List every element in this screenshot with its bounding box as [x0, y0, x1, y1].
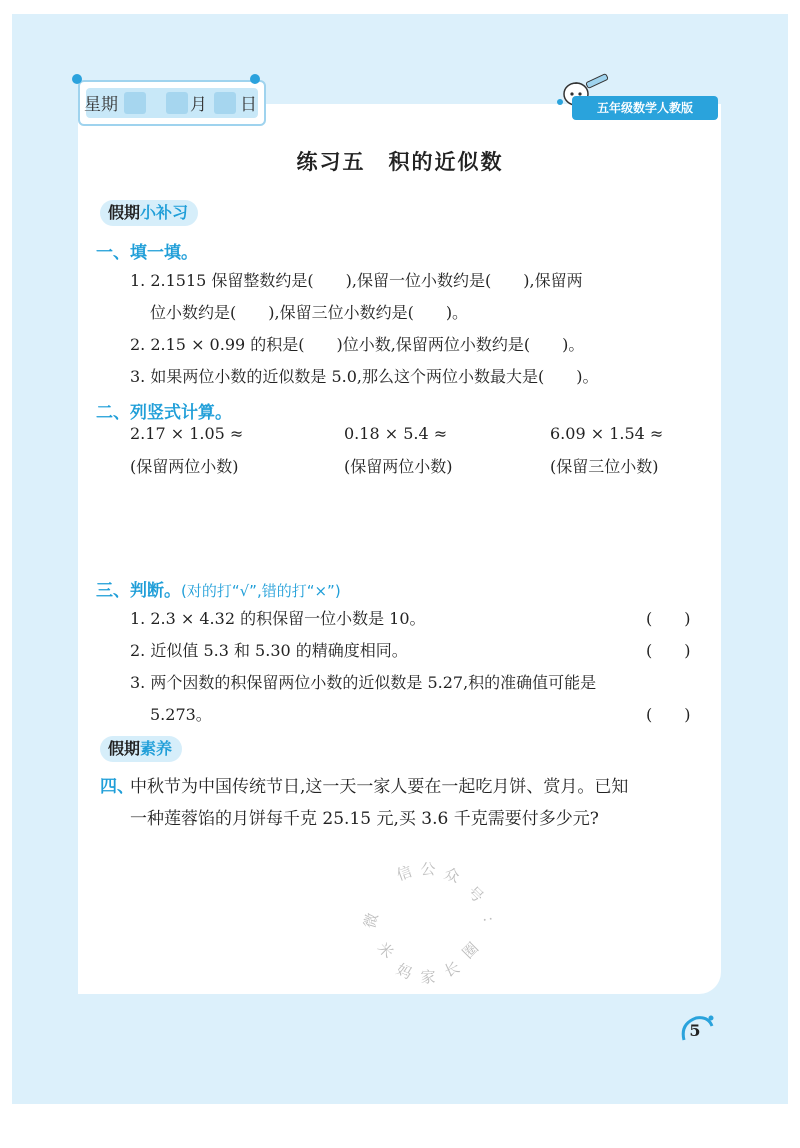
section-heading-vertical-calc: 二、列竖式计算。 [96, 403, 232, 423]
weekday-input[interactable] [124, 92, 146, 114]
fill-item-2: 2. 2.15 × 0.99 的积是( )位小数,保留两位小数约是( )。 [130, 335, 585, 354]
svg-text:众: 众 [441, 864, 462, 887]
judge-answer-3[interactable]: ( ) [646, 705, 691, 724]
fill-item-1-line-1: 1. 2.1515 保留整数约是( ),保留一位小数约是( ),保留两 [130, 271, 583, 290]
badge-text-b: 素养 [140, 739, 173, 758]
section-heading-judge [96, 576, 341, 601]
svg-text:圈: 圈 [458, 938, 483, 963]
calc-note-2: (保留两位小数) [344, 457, 453, 476]
calc-problem-1: 2.17 × 1.05 ≈ [130, 424, 244, 443]
watermark-stamp-icon [360, 860, 500, 992]
judge-item-2: 2. 近似值 5.3 和 5.30 的精确度相同。 [130, 641, 408, 660]
badge-text-a: 假期 [108, 203, 141, 222]
weekday-label: 星期 [84, 95, 118, 115]
judge-answer-2[interactable]: ( ) [646, 641, 691, 660]
svg-text:长: 长 [441, 958, 463, 981]
date-tag [78, 80, 266, 126]
svg-text:信: 信 [394, 862, 415, 885]
grade-edition-tag: 五年级数学人教版 [572, 96, 718, 120]
fill-item-3: 3. 如果两位小数的近似数是 5.0,那么这个两位小数最大是( )。 [130, 367, 599, 386]
calc-problem-3: 6.09 × 1.54 ≈ [550, 424, 664, 443]
judge-item-3-line-1: 3. 两个因数的积保留两位小数的近似数是 5.27,积的准确值可能是 [130, 673, 597, 692]
svg-text:微: 微 [360, 911, 382, 931]
badge-text-b: 小补习 [140, 203, 189, 222]
page-title: 练习五 积的近似数 [296, 150, 504, 174]
section-heading-word-problem: 四、 [100, 777, 134, 797]
day-label: 日 [240, 95, 257, 115]
judge-heading-note: (对的打“√”,错的打“×”) [181, 582, 341, 600]
section-badge-literacy [100, 736, 182, 762]
judge-heading-text: 三、判断。 [96, 581, 181, 601]
section-heading-fill: 一、填一填。 [96, 243, 198, 263]
pin-icon [72, 74, 82, 84]
svg-text:米: 米 [373, 938, 398, 963]
month-label: 月 [190, 95, 207, 115]
page-number: 5 [689, 1021, 701, 1040]
svg-text:妈: 妈 [393, 960, 415, 983]
fill-item-1-line-2: 位小数约是( ),保留三位小数约是( )。 [150, 303, 469, 322]
svg-text:公: 公 [420, 860, 436, 878]
pin-icon [250, 74, 260, 84]
svg-text:家: 家 [420, 968, 436, 986]
calc-note-1: (保留两位小数) [130, 457, 239, 476]
svg-text:号: 号 [463, 882, 488, 907]
judge-item-3-line-2: 5.273。 [150, 705, 212, 724]
day-input[interactable] [214, 92, 236, 114]
judge-answer-1[interactable]: ( ) [646, 609, 691, 628]
judge-item-1: 1. 2.3 × 4.32 的积保留一位小数是 10。 [130, 609, 426, 628]
page-number-badge [678, 1010, 716, 1048]
month-input[interactable] [166, 92, 188, 114]
word-problem-line-1: 中秋节为中国传统节日,这一天一家人要在一起吃月饼、赏月。已知 [130, 777, 629, 797]
calc-problem-2: 0.18 × 5.4 ≈ [344, 424, 448, 443]
calc-note-3: (保留三位小数) [550, 457, 659, 476]
svg-text:：: ： [478, 914, 500, 933]
word-problem-line-2: 一种莲蓉馅的月饼每千克 25.15 元,买 3.6 千克需要付多少元? [130, 809, 599, 829]
badge-text-a: 假期 [108, 739, 141, 758]
section-badge-review [100, 200, 198, 226]
